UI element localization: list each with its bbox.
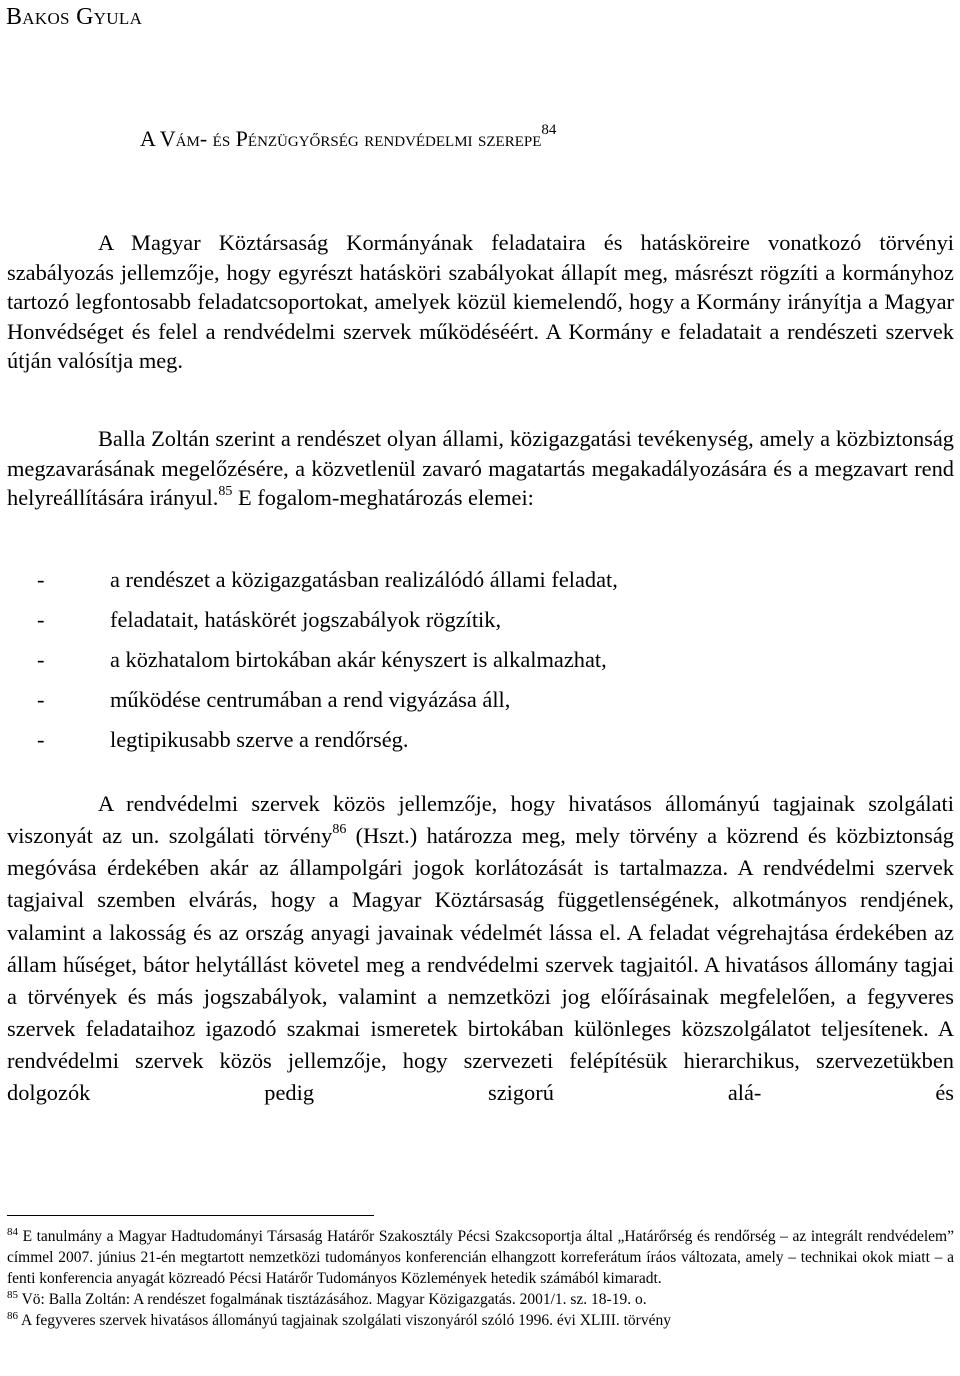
footnote-number: 85 [7, 1289, 18, 1301]
list-item [7, 680, 618, 720]
paragraph-3-text [7, 788, 954, 1142]
list-item-text: a rendészet a közigazgatásban realizálódó állami feladat, [110, 567, 618, 592]
list-dash: - [37, 567, 45, 592]
paragraph-2-part-b: E fogalom-meghatározás elemei: [232, 485, 534, 511]
list-dash: - [37, 607, 45, 632]
list-item [7, 640, 618, 680]
list-dash: - [37, 727, 45, 752]
list-item-text: a közhatalom birtokában akár kényszert is alkalmazhat, [110, 647, 607, 672]
footnote-separator [7, 1215, 374, 1216]
list-item-text: működése centrumában a rend vigyázása áll, [110, 687, 511, 712]
list-dash: - [37, 647, 45, 672]
footnote-text: Vö: Balla Zoltán: A rendészet fogalmának tisztázásához. Magyar Közigazgatás. 2001/1. sz. 18-19. o. [18, 1291, 647, 1308]
list-item-text: legtipikusabb szerve a rendőrség. [110, 727, 409, 752]
paragraph-3 [7, 788, 954, 1142]
footnote-ref-85[interactable]: 85 [218, 484, 233, 500]
paragraph-2-text [7, 424, 954, 513]
definition-elements-list [7, 560, 618, 760]
footnotes [7, 1226, 954, 1331]
paragraph-2-part-a: Balla Zoltán szerint a rendészet olyan állami, közigazgatási tevékenység, amely a közbiztonság megzavarásának megelőzésére, a közvetlenül zavaró magatartás megakadályozására és a megzavart rend helyreállítására irányul. [7, 426, 954, 511]
list-item [7, 560, 618, 600]
paragraph-3-part-b: (Hszt.) határozza meg, mely törvény a közrend és közbiztonság megóvása érdekében akár az állampolgári jogok korlátozását is tartalmazza. A rendvédelmi szervek tagjaival szemben elvárás, hogy a Magyar Köztársaság függetlenségének, alkotmányos rendjének, valamint a lakosság és az ország anyagi javainak védelmét lássa el. A feladat végrehajtása érdekében az állam hűséget, bátor helytállást követel meg a rendvédelmi szervek tagjaitól. A hivatásos állomány tagjai a törvények és más jogszabályok, valamint a nemzetközi jog előírásainak megfelelően, a fegyveres szervek feladataihoz igazodó szakmai ismeretek birtokában különleges közszolgálatot teljesítenek. A rendvédelmi szervek közös jellemzője, hogy szervezeti felépítésük hierarchikus, szervezetükben dolgozók pedig szigorú alá- és [7, 823, 954, 1106]
paragraph-1 [7, 228, 954, 376]
list-dash: - [37, 687, 45, 712]
article-title-text: A Vám- és Pénzügyőrség rendvédelmi szerepe [140, 126, 542, 151]
list-item [7, 600, 618, 640]
footnote-ref-84[interactable]: 84 [541, 122, 557, 138]
paragraph-3-part-a: A rendvédelmi szervek közös jellemzője, hogy hivatásos állományú tagjainak szolgálati viszonyát az un. szolgálati törvény [7, 791, 954, 849]
footnote-text: E tanulmány a Magyar Hadtudományi Társaság Határőr Szakosztály Pécsi Szakcsoportja által „Határőrség és rendőrség – az integrált rendvédelem” címmel 2007. június 21-én megtartott nemzetközi tudományos konferencián elhangzott korreferátum íráos változata, amely – technikai okok miatt – a fenti konferencia anyagát közreadó Pécsi Határőr Tudományos Közlemények hetedik számából kimaradt. [7, 1228, 954, 1287]
footnote-number: 86 [7, 1310, 18, 1322]
author-name: Bakos Gyula [6, 4, 143, 30]
list-item-text: feladatait, hatáskörét jogszabályok rögzítik, [110, 607, 502, 632]
footnote-number: 84 [7, 1226, 18, 1238]
paragraph-2 [7, 424, 954, 513]
paragraph-1-text: A Magyar Köztársaság Kormányának feladataira és hatásköreire vonatkozó törvényi szabályozás jellemzője, hogy egyrészt hatásköri szabályokat állapít meg, másrészt rögzíti a kormányhoz tartozó legfontosabb feladatcsoportokat, amelyek közül kiemelendő, hogy a Kormány irányítja a Magyar Honvédséget és felel a rendvédelmi szervek működéséért. A Kormány e feladatait a rendészeti szervek útján valósítja meg. [7, 230, 954, 374]
footnote-text: A fegyveres szervek hivatásos állományú tagjainak szolgálati viszonyáról szóló 1996. évi XLIII. törvény [18, 1312, 671, 1329]
footnote-ref-86[interactable]: 86 [332, 822, 347, 838]
footnote-84 [7, 1226, 954, 1289]
footnote-86 [7, 1310, 954, 1331]
list-item [7, 720, 618, 760]
footnote-85 [7, 1289, 954, 1310]
article-title [140, 122, 557, 152]
